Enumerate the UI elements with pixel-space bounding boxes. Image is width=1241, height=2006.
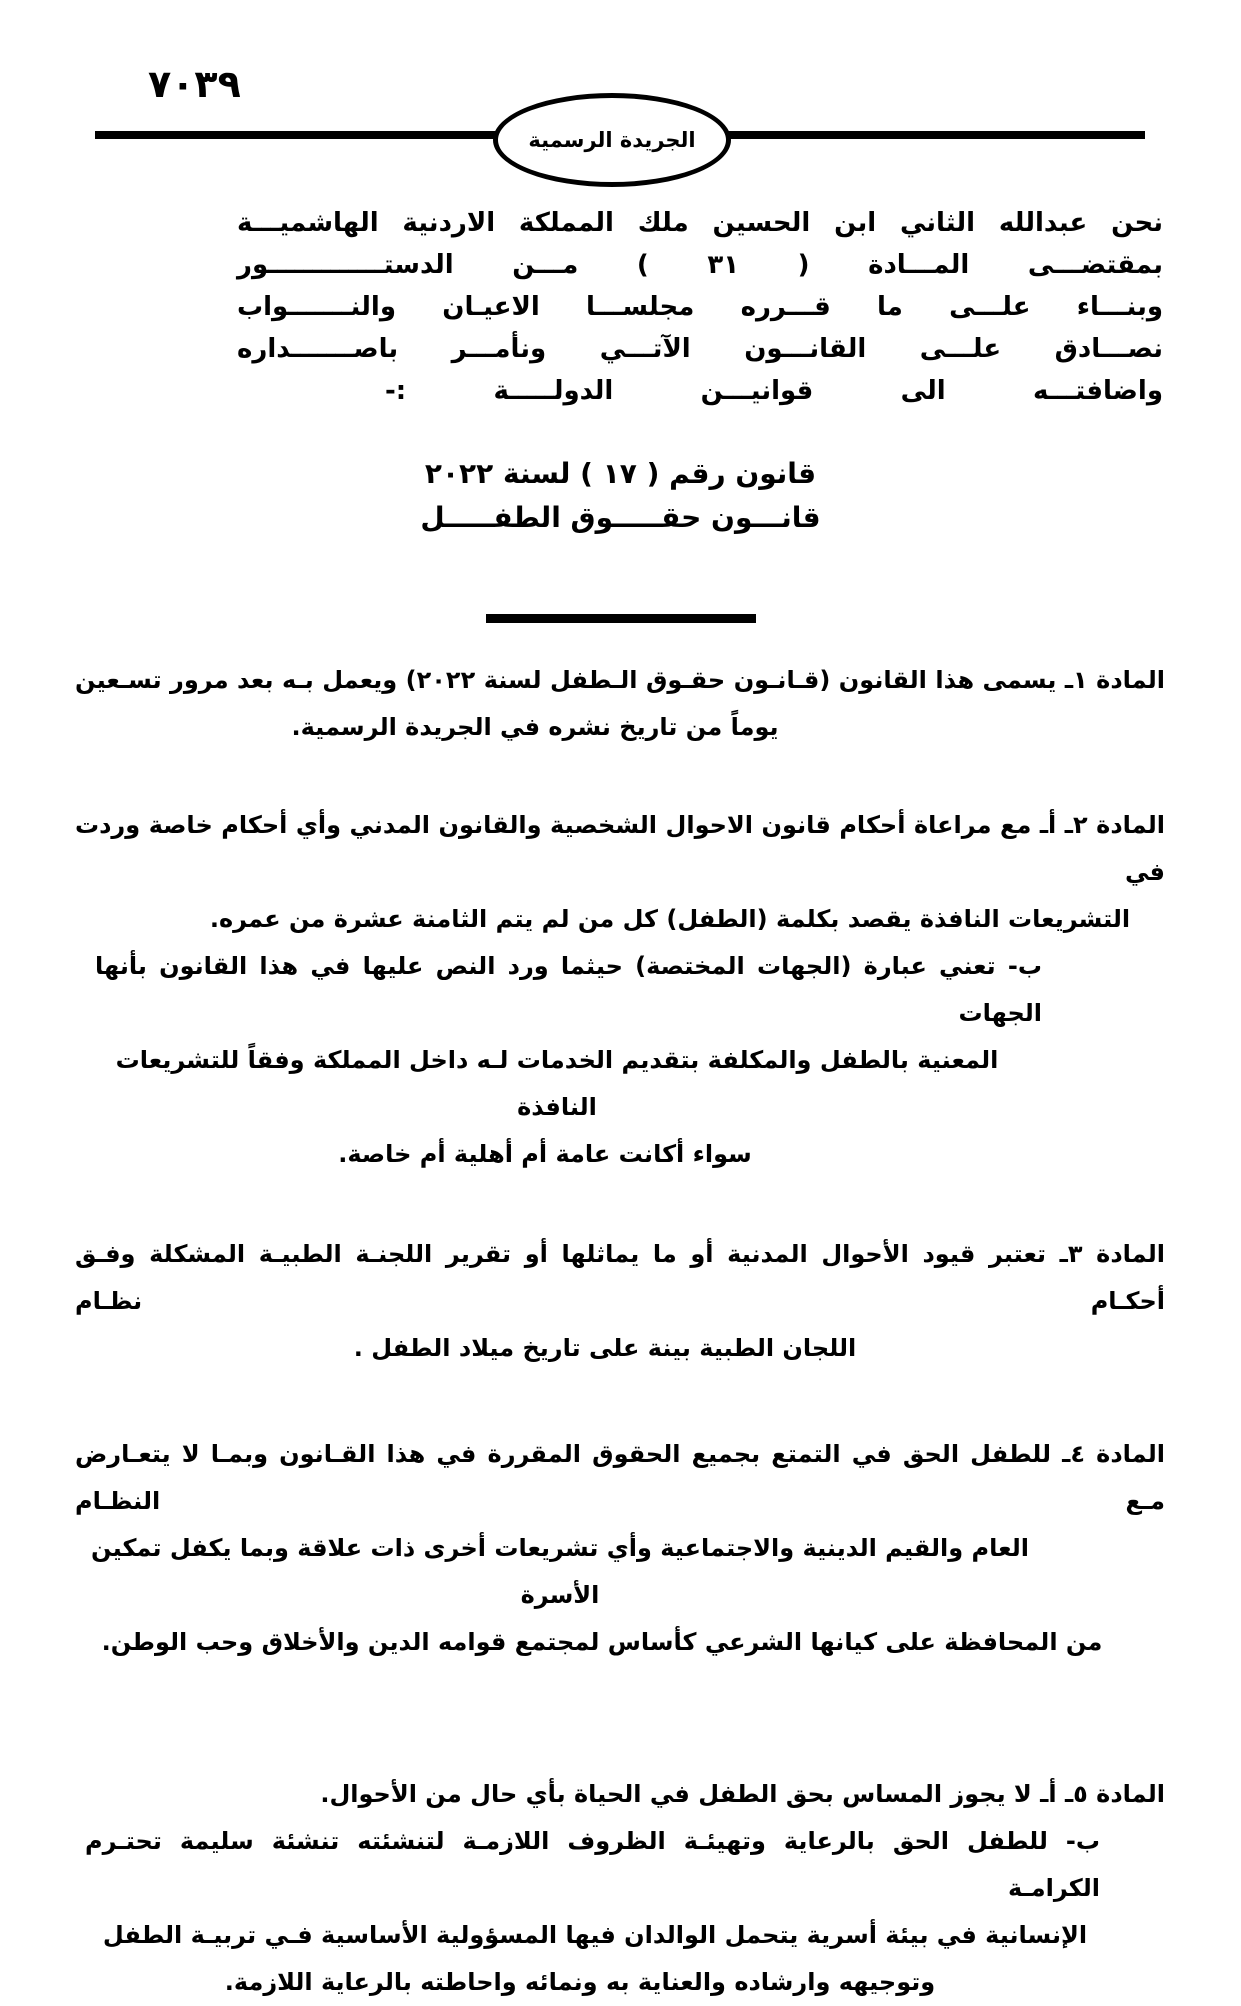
royal-preamble <box>237 202 1163 412</box>
article-line: سواء أكانت عامة أم أهلية أم خاصة. <box>338 1140 752 1168</box>
article-line: الإنسانية في بيئة أسرية يتحمل الوالدان فيها المسؤولية الأساسية فـي تربيـة الطفل <box>102 1921 1088 1949</box>
article-line: ب- للطفل الحق بالرعاية وتهيئـة الظروف اللازمـة لتنشئته تنشئة سليمة تحتـرم الكرامـة <box>85 1827 1100 1902</box>
preamble-line: نحن عبدالله الثاني ابن الحسين ملك المملكة الاردنية الهاشميـــة <box>237 208 1163 238</box>
article-3 <box>75 1231 1165 1372</box>
page-header <box>0 0 1241 190</box>
article-line: العام والقيم الدينية والاجتماعية وأي تشريعات أخرى ذات علاقة وبما يكفل تمكين الأسرة <box>91 1534 1029 1609</box>
article-line: يوماً من تاريخ نشره في الجريدة الرسمية. <box>291 713 779 741</box>
page-number: ٧٠٣٩ <box>148 62 241 106</box>
law-title-name: قانـــون حقـــــوق الطفـــــل <box>420 501 821 534</box>
article-line: المادة ٤ـ للطفل الحق في التمتع بجميع الحقوق المقررة في هذا القـانون وبمـا لا يتعـارض مـع النظـام <box>75 1440 1165 1515</box>
article-2 <box>75 802 1165 1178</box>
title-underline <box>486 614 756 623</box>
preamble-line: واضافتـــه الى قوانيـــن الدولـــــة :- <box>385 376 1163 406</box>
preamble-line: بمقتضـــى المـــادة ( ٣١ ) مـــن الدستـــــــــــــور <box>237 250 1163 280</box>
article-1 <box>75 657 1165 751</box>
law-title <box>0 452 1241 623</box>
article-line: المادة ٥ـ أـ لا يجوز المساس بحق الطفل في الحياة بأي حال من الأحوال. <box>320 1780 1165 1808</box>
preamble-line: نصـــادق علـــى القانـــون الآتـــي ونأمـــر باصـــــــداره <box>237 334 1163 364</box>
gazette-name: الجريدة الرسمية <box>528 128 696 152</box>
article-5 <box>75 1771 1165 2006</box>
article-line: المادة ٣ـ تعتبر قيود الأحوال المدنية أو ما يماثلها أو تقرير اللجنـة الطبيـة المشكلة وفـق أحكـام نظـام <box>75 1240 1165 1315</box>
article-line: ب- تعني عبارة (الجهات المختصة) حيثما ورد النص عليها في هذا القانون بأنها الجهات <box>95 952 1042 1027</box>
law-title-number: قانون رقم ( ١٧ ) لسنة ٢٠٢٢ <box>424 457 817 490</box>
article-line: التشريعات النافذة يقصد بكلمة (الطفل) كل من لم يتم الثامنة عشرة من عمره. <box>209 905 1131 933</box>
articles-body <box>0 657 1241 2006</box>
article-line: وتوجيهه وارشاده والعناية به ونمائه واحاطته بالرعاية اللازمة. <box>224 1968 936 1996</box>
article-line: المعنية بالطفل والمكلفة بتقديم الخدمات لـه داخل المملكة وفقاً للتشريعات النافذة <box>115 1046 999 1121</box>
gazette-seal <box>493 93 731 187</box>
article-line: من المحافظة على كيانها الشرعي كأساس لمجتمع قوامه الدين والأخلاق وحب الوطن. <box>101 1628 1103 1656</box>
article-line: المادة ٢ـ أـ مع مراعاة أحكام قانون الاحوال الشخصية والقانون المدني وأي أحكام خاصة وردت في <box>75 811 1166 886</box>
article-line: المادة ١ـ يسمى هذا القانون (قـانـون حقـوق الـطفل لسنة ٢٠٢٢) ويعمل بـه بعد مرور تسـعين <box>75 666 1166 694</box>
preamble-line: وبنـــاء علـــى ما قـــرره مجلســـا الاعيـان والنـــــــواب <box>237 292 1163 322</box>
article-4 <box>75 1431 1165 1666</box>
article-line: اللجان الطبية بينة على تاريخ ميلاد الطفل . <box>353 1334 857 1362</box>
